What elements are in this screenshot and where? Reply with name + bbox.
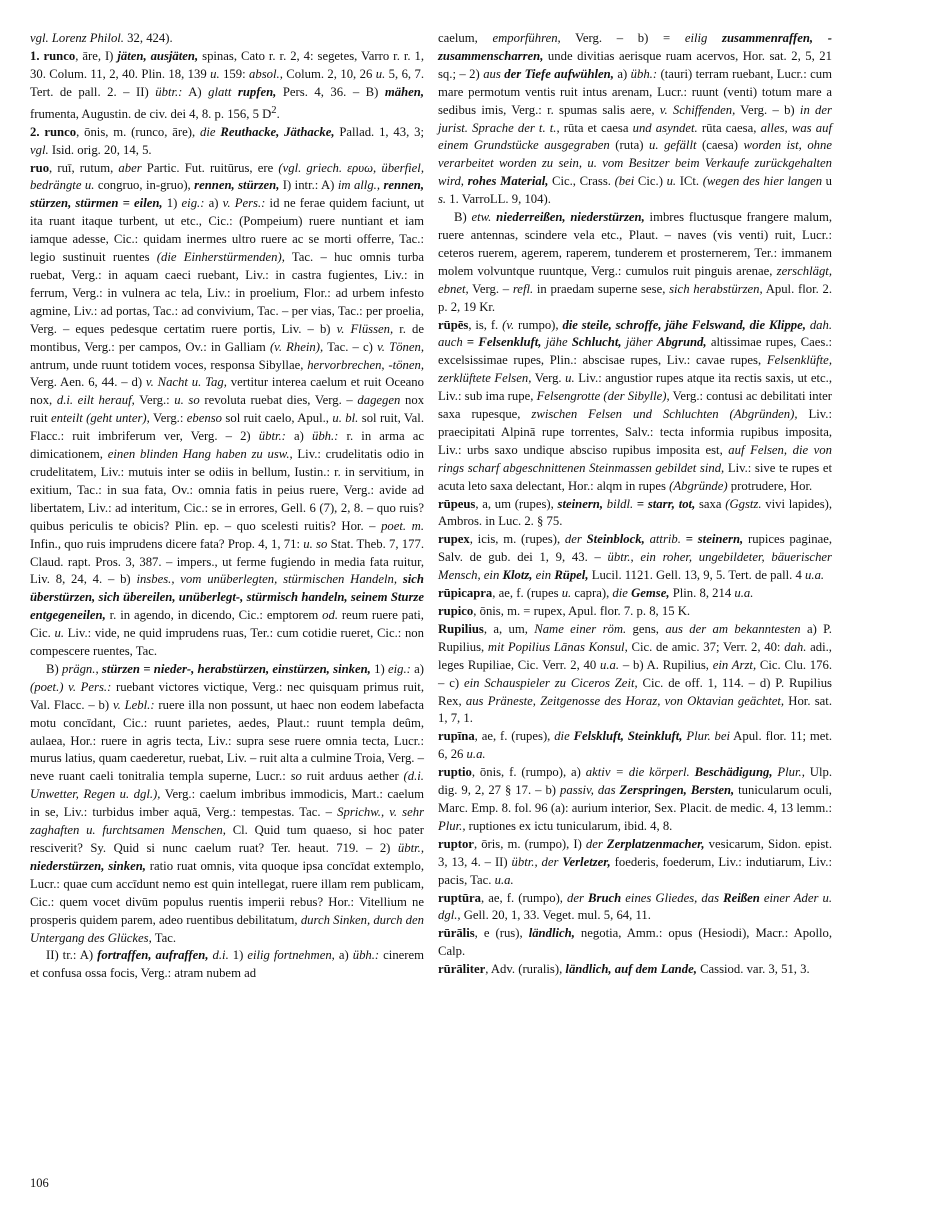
right-column — [438, 30, 832, 979]
dictionary-entry: ruptio, ōnis, f. (rumpo), a) aktiv = die körperl. Beschädigung, Plur., Ulp. dig. 9, 2, 27 § 17. – b) passiv, das Zerspringen, Bersten, tunicularum oculi, Marc. Emp. 8. fol. 96 (a): aurium interior, Sex. Placit. de medic. 4, 13 lemm.: Plur., ruptiones ex ictu tunicularum, ibid. 4, 8. — [438, 765, 832, 833]
dictionary-entry: rupīna, ae, f. (rupes), die Felskluft, Steinkluft, Plur. bei Apul. flor. 11; met. 6, 26 u.a. — [438, 729, 833, 762]
dictionary-entry: B) etw. niederreißen, niederstürzen, imbres fluctusque frangere malum, ruere antennas, scindere vela etc., Plaut. – naves (vis venti) ruit, Lucr.: ceteros ruerem, agerem, raperem, tunderem et prosternerem, Ter.: immanem molem volvuntque ruuntque, Verg.: cumulos ruit pinguis arenae, zerschlägt, ebnet, Verg. – refl. in praedam superne sese, sich herabstürzen, Apul. flor. 2. p. 2, 19 Kr. — [438, 210, 833, 314]
dictionary-entry: rupex, icis, m. (rupes), der Steinblock, attrib. = steinern, rupices paginae, Salv. de gub. dei 1, 9, 43. – übtr., ein roher, ungebildeter, bäuerischer Mensch, ein Klotz, ein Rüpel, Lucil. 1121. Gell. 13, 9, 5. Tert. de pall. 4 u.a. — [438, 532, 833, 583]
dictionary-entry: rūrālis, e (rus), ländlich, negotia, Amm.: opus (Hesiodi), Macr.: Apollo, Calp. — [438, 926, 833, 959]
dictionary-entry: rūrāliter, Adv. (ruralis), ländlich, auf dem Lande, Cassiod. var. 3, 51, 3. — [438, 962, 810, 977]
dictionary-entry: ruptor, ōris, m. (rumpo), I) der Zerplatzenmacher, vesicarum, Sidon. epist. 3, 13, 4. – II) übtr., der Verletzer, foederis, foederum, Liv.: indutiarum, Liv.: pacis, Tac. u.a. — [438, 836, 833, 887]
dictionary-entry: 1. runco, āre, I) jäten, ausjäten, spinas, Cato r. r. 2, 4: segetes, Varro r. r. 1, 30. Colum. 11, 2, 40. Plin. 18, 139 u. 159: absol., Colum. 2, 10, 26 u. 5, 6, 7. Tert. de pall. 2. – II) übtr.: A) glatt rupfen, Pers. 4, 36. – B) mähen, frumenta, Augustin. de civ. dei 4, 8. p. 156, 5 $D^2$. — [30, 48, 425, 121]
dictionary-entry: II) tr.: A) fortraffen, aufraffen, d.i. 1) eilig fortnehmen, a) übh.: cinerem et confusa ossa focis, Verg.: atram nubem ad — [30, 948, 425, 981]
dictionary-entry: vgl. Lorenz Philol. 32, 424). — [30, 31, 173, 45]
dictionary-entry: caelum, emporführen, Verg. – b) = eilig zusammenraffen, -zusammenscharren, unde divitias aerisque ruam acervos, Hor. sat. 2, 5, 21 sq.; – 2) aus der Tiefe aufwühlen, a) übh.: (tauri) terram ruebant, Lucr.: cum mare permotum ventis ruit intus arenam, Lucr.: ruunt (venti) totum mare a sedibus imis, Verg.: r. spumas salis aere, v. Schiffenden, Verg. – b) in der jurist. Sprache der t. t., rūta et caesa und asyndet. rūta caesa, alles, was auf einem Grundstücke ausgegraben (ruta) u. gefällt (caesa) worden ist, ohne verarbeitet worden zu sein, u. vom Besitzer beim Verkaufe zurückgehalten wird, rohes Material, Cic., Crass. (bei Cic.) u. ICt. (wegen des hier langen u s. 1. VarroLL. 9, 104). — [438, 31, 833, 207]
dictionary-entry: ruo, ruī, rutum, aber Partic. Fut. ruitūrus, ere (vgl. griech. ερυω, überfiel, bedrängte u. congruo, in-gruo), rennen, stürzen, I) intr.: A) im allg., rennen, stürzen, stürmen = eilen, 1) eig.: a) v. Pers.: id ne ferae quidem faciunt, ut ita ruant itaque turbent, ut etc., Cic.: (Pompeium) ruere nuntiant et iam iamque adesse, Cic.: quidam inermes ultro ruere ac se morti offerre, Tac.: legio sustinuit ruentes (die Einherstürmenden), Tac. – huc omnis turba ruebat, Verg.: in aquam caeci ruebant, Liv.: in castra fugientes, Liv.: in ferrum, Verg.: in vulnera ac tela, Liv.: in proelium, Flor.: ad urbem infesto agmine, Liv.: ad portas, Tac.: ad convivium, Tac. – per vias, Tac.: per proelia, Verg. – eques pedesque certatim ruere portis, Liv. – b) v. Flüssen, r. de montibus, Verg.: per campos, Ov.: in Galliam (v. Rhein), Tac. – c) v. Tönen, antrum, unde ruunt totidem voces, responsa Sibyllae, hervorbrechen, -tönen, Verg. Aen. 6, 44. – d) v. Nacht u. Tag, vertitur interea caelum et ruit Oceano nox, d.i. eilt herauf, Verg.: u. so revoluta ruebat dies, Verg. – dagegen nox ruit enteilt (geht unter), Verg.: ebenso sol ruit caelo, Apul., u. bl. sol ruit, Val. Flacc.: ruit imbriferum ver, Verg. – 2) übtr.: a) übh.: r. in arma ac dimicationem, einen blinden Hang haben zu usw., Liv.: crudelitatis odio in crudelitatem, Liv.: mutuis inter se odiis in bellum, Iustin.: r. in servitium, in exitium, Tac.: in sua fata, Ov.: omnia fatis in peius ruere, Verg.: avide ad libertatem, Liv.: ad interitum, Cic.: se in errores, Gell. 6 (7), 2, 8. – quo ruis? quibus periculis te obicis? Plin. ep. – quo scelesti ruitis? Hor. – poet. m. Infin., quo ruis imprudens dicere fata? Prop. 4, 1, 71: u. so Stat. Theb. 7, 177. Claud. rapt. Pros. 3, 387. – impers., ut ferme fugiendo in media fata ruitur, Liv. 8, 24, 4. – b) insbes., vom unüberlegten, stürmischen Handeln, sich überstürzen, sich übereilen, unüberlegt-, stürmisch handeln, seinem Sturze entgegeneilen, r. in agendo, in dicendo, Cic.: emptorem od. reum ruere pati, Cic. u. Liv.: vide, ne quid imprudens ruas, Ter.: cum cotidie rueret, Cic.: non compescere ruentes, Tac. — [30, 160, 425, 659]
dictionary-entry: rūpēs, is, f. (v. rumpo), die steile, schroffe, jähe Felswand, die Klippe, dah. auch = Felsenkluft, jähe Schlucht, jäher Abgrund, altissimae rupes, Caes.: excelsissimae rupes, Plin.: abscisae rupes, Liv.: cavae rupes, Felsenklüfte, zerklüftete Felsen, Verg. u. Liv.: angustior rupes atque ita rectis saxis, ut etc., Liv.: sub ima rupe, Felsengrotte (der Sibylle), Verg.: contusi ac debilitati inter saxa rupesque, zwischen Felsen und Schluchten (Abgründen), Liv.: praecipitati Alpinā rupe torrentes, Salv.: tecta informia rupibus imposita, Liv.: urbs saxo undique absciso rupibus imposita est, auf Felsen, die von rings scharf abgeschnittenen Steinmassen gebildet sind, Liv.: sive te rupes et acuta leto saxa delectant, Hor.: alqm in rupes (Abgründe) protrudere, Hor. — [438, 317, 833, 493]
dictionary-entry: B) prägn., stürzen = nieder-, herabstürzen, einstürzen, sinken, 1) eig.: a) (poet.) v. Pers.: ruebant victores victique, Verg.: nec quisquam primus ruit, Val. Flacc. – b) v. Lebl.: ruere illa non possunt, ut haec non eodem labefacta motu concīdant, Cic.: ruunt parietes, aedes, Plaut.: ruunt templa deûm, aulaea, Hor.: ruere in agris tecta, Liv.: supra sese ruere omnia tecta, Lucr.: murus latius, quam caederetur, ruebat, Liv. – ruit alta a culmine Troia, Verg. – neve ruant caeli tonitralia templa superne, Lucr.: so ruit arduus aether (d.i. Unwetter, Regen u. dgl.), Verg.: caelum imbribus immodicis, Mart.: caelum in se, Liv.: turbidus imber aquā, Verg.: tempestas. Tac. – Sprichw., v. sehr zaghaften u. furchtsamen Menschen, Cl. Quid tum quaeso, si hoc pater resciverit? Sy. Quid si nunc caelum ruat? Ter. heaut. 719. – 2) übtr., niederstürzen, sinken, ratio ruat omnis, vita quoque ipsa concīdat extemplo, Lucr.: quae cum accīdunt nemo est quin intellegat, ruere illam rem publicam, Cic.: quem vocet divūm populus ruentis imperii rebus? Hor.: Vitellium ne prosperis quidem parem, adeo ruentibus debilitatum, durch Sinken, durch den Untergang des Glückes, Tac. — [30, 661, 425, 945]
dictionary-entry: 2. runco, ōnis, m. (runco, āre), die Reuthacke, Jäthacke, Pallad. 1, 43, 3; vgl. Isid. orig. 20, 14, 5. — [30, 124, 425, 157]
dictionary-entry: rūpicapra, ae, f. (rupes u. capra), die Gemse, Plin. 8, 214 u.a. — [438, 586, 754, 601]
page-number: 106 — [30, 1176, 49, 1190]
dictionary-entry: ruptūra, ae, f. (rumpo), der Bruch eines Gliedes, das Reißen einer Ader u. dgl., Gell. 20, 1, 33. Veget. mul. 5, 64, 11. — [438, 890, 833, 923]
dictionary-entry: rūpeus, a, um (rupes), steinern, bildl. = starr, tot, saxa (Ggstz. vivi lapides), Ambros. in Luc. 2. § 75. — [438, 496, 833, 529]
left-column — [30, 30, 424, 983]
dictionary-entry: Rupilius, a, um, Name einer röm. gens, aus der am bekanntesten a) P. Rupilius, mit Popilius Lānas Konsul, Cic. de amic. 37; Verr. 2, 40: dah. adi., leges Rupiliae, Cic. Verr. 2, 40 u.a. – b) A. Rupilius, ein Arzt, Cic. Clu. 176. – c) ein Schauspieler zu Ciceros Zeit, Cic. de off. 1, 114. – d) P. Rupilius Rex, aus Präneste, Zeitgenosse des Horaz, von Oktavian geächtet, Hor. sat. 1, 7, 1. — [438, 621, 832, 726]
dictionary-entry: rupico, ōnis, m. = rupex, Apul. flor. 7. p. 8, 15 K. — [438, 604, 691, 618]
